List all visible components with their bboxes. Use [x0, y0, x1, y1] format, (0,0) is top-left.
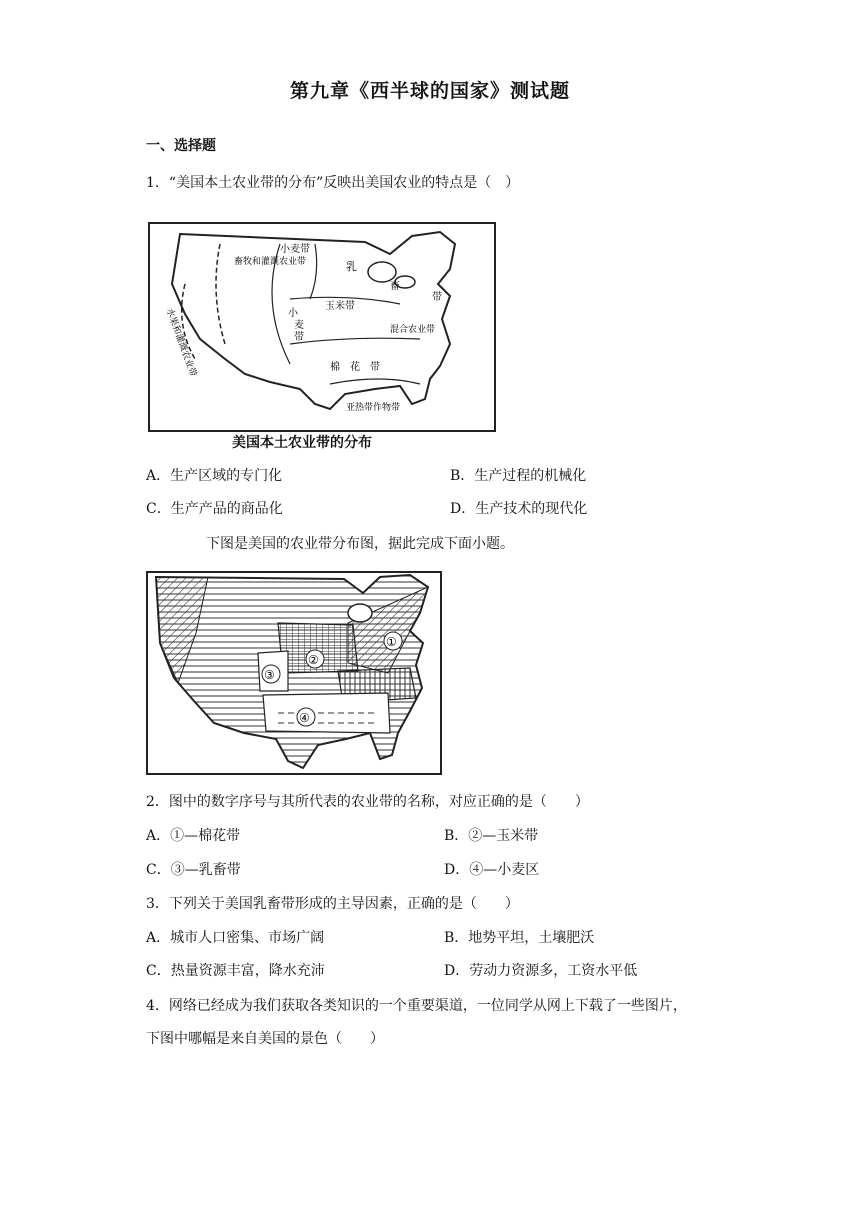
q1-option-b[interactable]: B．生产过程的机械化 [450, 468, 587, 484]
q2-option-c[interactable]: C．③—乳畜带 [146, 862, 241, 878]
label-wheat-xiao: 小 [288, 308, 298, 319]
label-corn: 玉米带 [325, 301, 355, 312]
label-wheat-mai: 麦 [294, 320, 304, 331]
label-fruit: 水果和灌溉农业带 [163, 307, 198, 379]
question-4-line-1: 4．网络已经成为我们获取各类知识的一个重要渠道，一位同学从网上下载了一些图片， [146, 998, 687, 1014]
marker-1: ① [386, 635, 397, 649]
marker-3: ③ [264, 668, 275, 682]
question-3-stem: 3．下列关于美国乳畜带形成的主导因素，正确的是（ ） [146, 896, 519, 912]
label-graze: 畜牧和灌溉农业带 [234, 257, 307, 267]
label-dairy-xu: 畜 [390, 281, 400, 292]
label-subtropical: 亚热带作物带 [346, 403, 401, 413]
question-1-stem: 1．“美国本土农业带的分布”反映出美国农业的特点是（ ） [146, 175, 520, 191]
q2-option-a[interactable]: A．①—棉花带 [146, 828, 241, 844]
q2-option-b[interactable]: B．②—玉米带 [444, 828, 539, 844]
marker-4: ④ [299, 711, 310, 725]
map-agricultural-belts-labeled [148, 222, 496, 432]
label-dairy-dai: 带 [432, 292, 442, 303]
q3-option-a[interactable]: A．城市人口密集、市场广阔 [146, 930, 325, 946]
label-wheat-top: 小麦带 [280, 244, 310, 255]
intro-text-q2-q3: 下图是美国的农业带分布图，据此完成下面小题。 [206, 536, 514, 552]
q3-option-c[interactable]: C．热量资源丰富，降水充沛 [146, 963, 325, 979]
label-wheat-dai: 带 [294, 332, 304, 343]
us-hatched-map-2 [148, 573, 440, 773]
page-title: 第九章《西半球的国家》测试题 [289, 80, 570, 102]
q1-option-a[interactable]: A．生产区域的专门化 [146, 468, 283, 484]
question-2-stem: 2．图中的数字序号与其所代表的农业带的名称，对应正确的是（ ） [146, 794, 589, 810]
marker-2: ② [308, 653, 319, 667]
map-caption: 美国本土农业带的分布 [232, 435, 372, 451]
section-heading: 一、选择题 [146, 138, 216, 154]
us-outline-map-1 [150, 224, 494, 430]
label-dairy-ru: 乳 [346, 260, 357, 273]
q3-option-d[interactable]: D．劳动力资源多，工资水平低 [444, 963, 638, 979]
q1-option-d[interactable]: D．生产技术的现代化 [450, 501, 588, 517]
label-cotton: 棉 花 带 [330, 362, 380, 373]
label-mixed: 混合农业带 [390, 325, 436, 335]
map-agricultural-belts-numbered [146, 571, 442, 775]
q3-option-b[interactable]: B．地势平坦，土壤肥沃 [444, 930, 595, 946]
q1-option-c[interactable]: C．生产产品的商品化 [146, 501, 283, 517]
question-4-line-2: 下图中哪幅是来自美国的景色（ ） [146, 1031, 384, 1047]
q2-option-d[interactable]: D．④—小麦区 [444, 862, 540, 878]
